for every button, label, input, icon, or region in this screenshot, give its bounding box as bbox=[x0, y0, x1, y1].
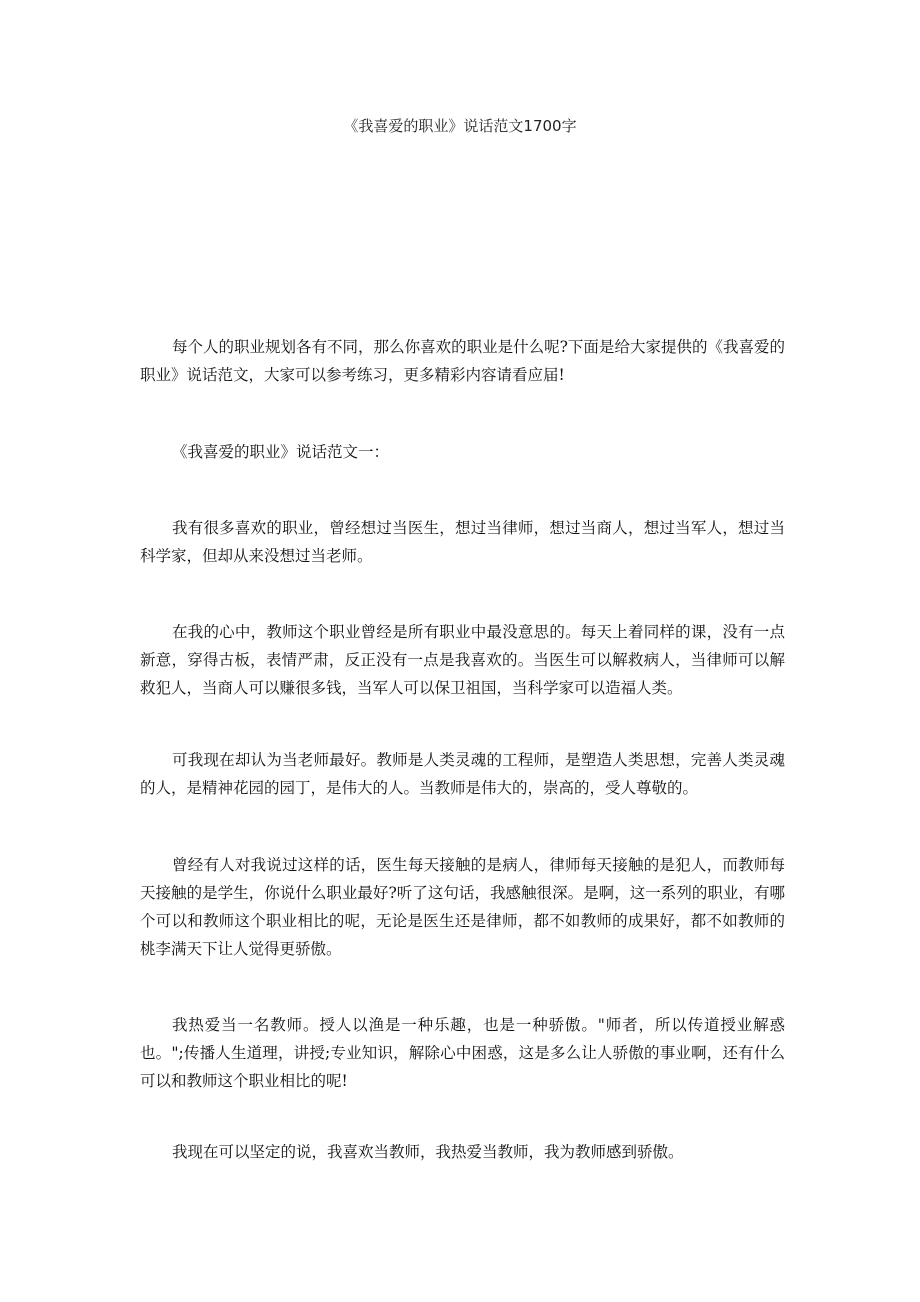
closing-paragraph: 我现在可以坚定的说，我喜欢当教师，我热爱当教师，我为教师感到骄傲。 bbox=[172, 1143, 684, 1161]
body-paragraph: 可我现在却认为当老师最好。教师是人类灵魂的工程师，是塑造人类思想，完善人类灵魂的人，是精神花园的园丁，是伟大的人。当教师是伟大的，崇高的，受人尊敬的。 bbox=[140, 751, 785, 797]
intro-paragraph: 每个人的职业规划各有不同，那么你喜欢的职业是什么呢?下面是给大家提供的《我喜爱的职业》说话范文，大家可以参考练习，更多精彩内容请看应届! bbox=[140, 338, 785, 384]
section-heading: 《我喜爱的职业》说话范文一： bbox=[172, 443, 390, 461]
body-paragraph: 在我的心中，教师这个职业曾经是所有职业中最没意思的。每天上着同样的课，没有一点新意，穿得古板，表情严肃，反正没有一点是我喜欢的。当医生可以解救病人，当律师可以解救犯人，当商人可以赚很多钱，当军人可以保卫祖国，当科学家可以造福人类。 bbox=[140, 623, 785, 697]
document-title: 《我喜爱的职业》说话范文1700字 bbox=[343, 117, 577, 135]
body-paragraph: 曾经有人对我说过这样的话，医生每天接触的是病人，律师每天接触的是犯人，而教师每天接触的是学生，你说什么职业最好?听了这句话，我感触很深。是啊，这一系列的职业，有哪个可以和教师这个职业相比的呢，无论是医生还是律师，都不如教师的成果好，都不如教师的桃李满天下让人觉得更骄傲。 bbox=[140, 856, 785, 958]
body-paragraph: 我有很多喜欢的职业，曾经想过当医生，想过当律师，想过当商人，想过当军人，想过当科学家，但却从来没想过当老师。 bbox=[140, 519, 785, 565]
body-paragraph: 我热爱当一名教师。授人以渔是一种乐趣，也是一种骄傲。"师者，所以传道授业解惑也。";传播人生道理，讲授;专业知识，解除心中困惑，这是多么让人骄傲的事业啊，还有什么可以和教师这个职业相比的呢! bbox=[140, 1016, 785, 1090]
